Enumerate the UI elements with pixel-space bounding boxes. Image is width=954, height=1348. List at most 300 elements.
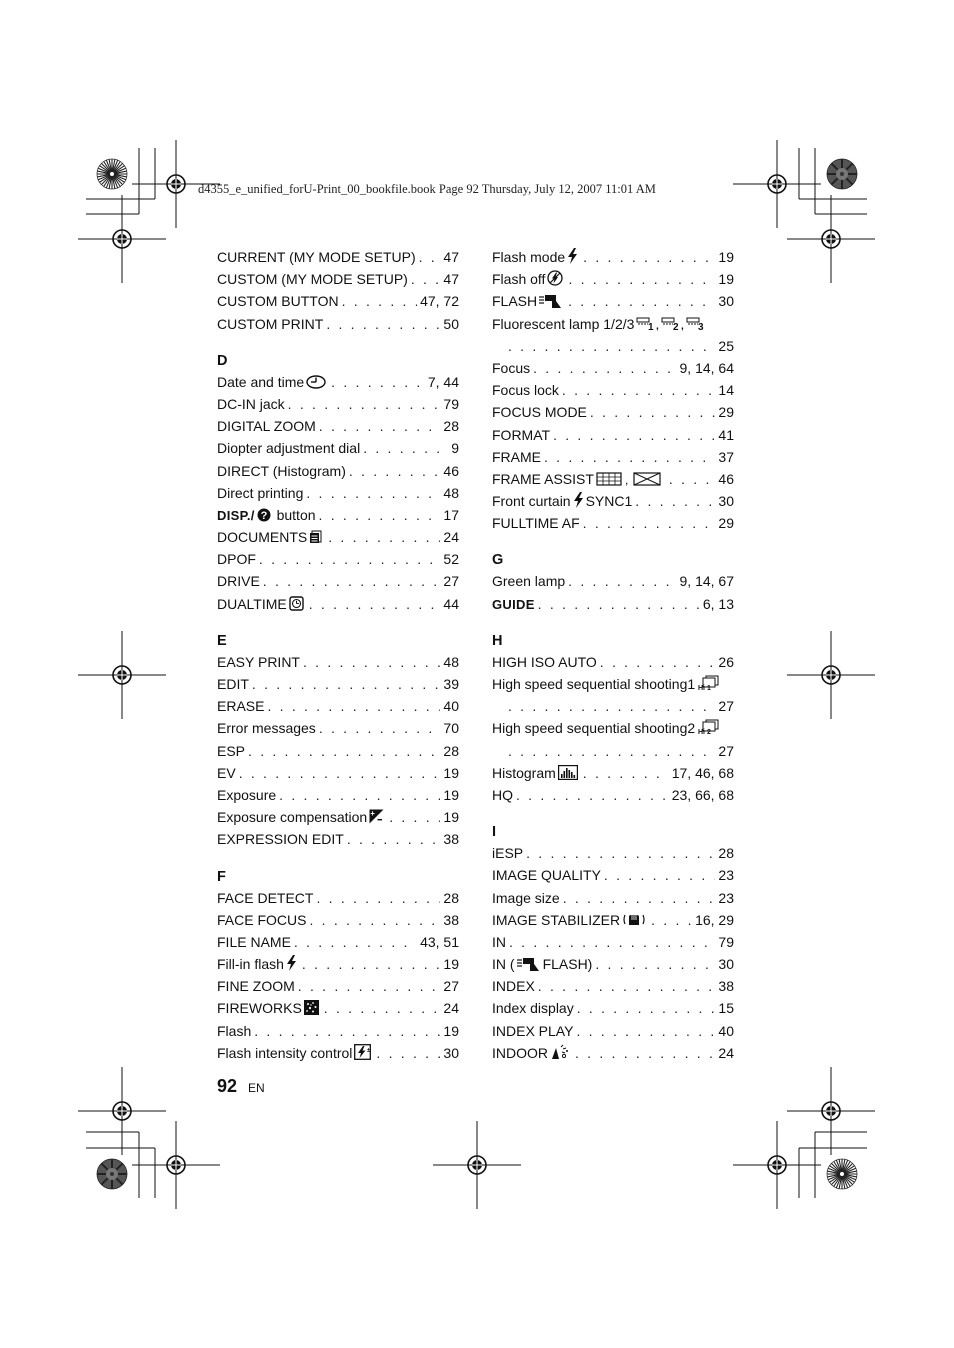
entry-pages: 41 [718, 426, 734, 443]
index-section [492, 246, 734, 534]
entry-term [217, 806, 386, 830]
entry-term [492, 379, 559, 401]
dot-leader [563, 887, 716, 909]
index-entry [217, 651, 459, 673]
entry-term [217, 828, 344, 850]
entry-pages: 46 [443, 462, 459, 479]
entry-term-text: IMAGE QUALITY [492, 867, 601, 884]
dot-leader [538, 975, 716, 997]
svg-text:±: ± [367, 1047, 371, 1054]
entry-pages: 43, 51 [420, 933, 459, 950]
entry-term [492, 887, 560, 909]
entry-term [492, 997, 574, 1019]
entry-term-text: CUSTOM PRINT [217, 315, 324, 332]
dot-leader [583, 762, 669, 784]
index-entry [492, 953, 734, 975]
entry-term [492, 570, 565, 592]
entry-term [492, 975, 535, 997]
entry-pages: 28 [443, 742, 459, 759]
entry-term-text: FRAME [492, 448, 541, 465]
entry-term [217, 1020, 251, 1042]
entry-pages: 27 [443, 573, 459, 590]
entry-term-text: FILE NAME [217, 933, 291, 950]
dot-leader [309, 593, 441, 615]
entry-pages: 19 [443, 956, 459, 973]
dot-leader [298, 975, 441, 997]
entry-term-text: EDIT [217, 676, 249, 692]
entry-term [492, 842, 523, 864]
entry-term [492, 864, 601, 886]
index-entry [217, 460, 459, 482]
entry-term [217, 887, 313, 909]
dot-leader [568, 268, 715, 290]
index-section [217, 867, 459, 1065]
index-section [492, 631, 734, 806]
entry-term-text: DIGITAL ZOOM [217, 418, 316, 435]
entry-pages: 39 [443, 676, 459, 692]
entry-pages: 30 [718, 956, 734, 973]
entry-pages: 79 [443, 395, 459, 412]
index-section [217, 246, 459, 335]
dot-leader [577, 997, 716, 1019]
entry-pages: 23 [718, 889, 734, 906]
entry-term [217, 593, 306, 617]
dot-leader [526, 842, 715, 864]
entry-term-text: CURRENT (MY MODE SETUP) [217, 249, 416, 265]
entry-term-text: FULLTIME AF [492, 515, 580, 532]
index-entry [217, 437, 459, 459]
entry-term-text: CUSTOM BUTTON [217, 293, 339, 310]
entry-term-text: FRAME ASSIST [492, 470, 594, 487]
entry-term [217, 673, 249, 695]
entry-term-text: button [272, 506, 316, 523]
entry-pages: 47 [443, 249, 459, 265]
entry-term-text: FACE FOCUS [217, 911, 307, 928]
entry-pages: 37 [718, 448, 734, 465]
entry-term [492, 468, 666, 492]
entry-pages: 17 [443, 506, 459, 523]
entry-term [492, 246, 580, 270]
hi2-sequential-icon [697, 719, 721, 741]
dot-leader [263, 570, 441, 592]
dot-leader [288, 393, 441, 415]
dot-leader [562, 379, 716, 401]
entry-term [217, 460, 346, 482]
entry-term [492, 446, 541, 468]
entry-pages: 23, 66, 68 [671, 786, 734, 803]
entry-pages: 19 [443, 764, 459, 781]
dot-leader [389, 806, 440, 828]
index-entry [492, 290, 734, 312]
index-entry [492, 268, 734, 290]
stabilizer-icon [622, 911, 646, 933]
entry-term-text: EXPRESSION EDIT [217, 831, 344, 848]
entry-term-text: DIRECT (Histogram) [217, 462, 346, 479]
entry-term-text: Flash [217, 1022, 252, 1039]
index-entry [492, 446, 734, 468]
entry-term [492, 762, 580, 786]
index-entry [217, 909, 459, 931]
svg-text:+: + [370, 809, 376, 819]
dot-leader [363, 437, 448, 459]
entry-term-text: Direct printing [217, 484, 304, 501]
dot-leader [651, 909, 692, 931]
entry-term-text: IMAGE STABILIZER [492, 911, 621, 928]
svg-text:Hi 2: Hi 2 [698, 729, 711, 736]
index-entry [217, 570, 459, 592]
entry-term-text: iESP [492, 845, 524, 862]
entry-pages: 44 [443, 595, 459, 612]
entry-term-text: FINE ZOOM [217, 978, 295, 995]
entry-term [217, 313, 323, 335]
entry-pages: 70 [443, 720, 459, 737]
clock-icon [306, 373, 326, 395]
index-entry [492, 931, 734, 953]
dot-leader [259, 548, 441, 570]
language-code: EN [248, 1081, 265, 1095]
index-entry [492, 651, 734, 673]
documents-icon [309, 528, 323, 550]
entry-term [217, 695, 264, 717]
entry-term-text: DRIVE [217, 573, 260, 590]
entry-pages: 24 [443, 1000, 459, 1017]
print-header: d4355_e_unified_forU-Print_00_bookfile.book Page 92 Thursday, July 12, 2007 11:01 AM [198, 182, 656, 196]
index-column-left [217, 246, 459, 1064]
dot-leader [509, 931, 715, 953]
dot-leader [635, 490, 715, 512]
entry-term [217, 784, 276, 806]
entry-pages: 27 [718, 742, 734, 759]
index-entry [492, 570, 734, 592]
entry-pages: 50 [443, 315, 459, 332]
entry-term-text: Fluorescent lamp 1/2/3 [492, 315, 635, 332]
entry-term [217, 570, 260, 592]
dot-leader [604, 864, 716, 886]
dot-leader [576, 1020, 715, 1042]
index-entry [217, 887, 459, 909]
dot-leader [376, 1042, 440, 1064]
entry-term-text: Date and time [217, 373, 305, 390]
entry-term [492, 931, 506, 953]
entry-term [217, 762, 236, 784]
index-entry [492, 357, 734, 379]
entry-term [492, 268, 565, 292]
dot-leader [590, 401, 716, 423]
dot-leader [302, 953, 441, 975]
dot-leader [568, 290, 715, 312]
index-entry [217, 504, 459, 526]
entry-term-text: FLASH [492, 293, 538, 310]
entry-pages: 38 [718, 978, 734, 995]
entry-pages: 14 [718, 382, 734, 399]
entry-pages: 79 [718, 933, 734, 950]
entry-term-text: INDOOR [492, 1044, 548, 1061]
index-entry [217, 548, 459, 570]
dot-leader [252, 673, 441, 695]
dot-leader [544, 446, 715, 468]
index-entry [492, 997, 734, 1019]
index-entry [217, 673, 459, 695]
dot-leader [583, 512, 716, 534]
flash-icon [567, 248, 578, 270]
dot-leader [342, 290, 417, 312]
index-section [217, 631, 459, 851]
entry-pages: 30 [443, 1044, 459, 1061]
entry-pages: 19 [718, 271, 734, 288]
entry-term [492, 784, 513, 806]
dot-leader [347, 828, 441, 850]
entry-term [492, 1020, 573, 1042]
entry-pages: 27 [443, 978, 459, 995]
entry-pages: 48 [443, 484, 459, 501]
entry-term [217, 1042, 373, 1066]
entry-term [492, 512, 580, 534]
index-entry [492, 784, 734, 806]
entry-term [217, 997, 321, 1021]
index-entry [217, 313, 459, 335]
index-entry [217, 717, 459, 739]
index-section [492, 550, 734, 614]
entry-term [492, 313, 714, 337]
index-entry [217, 784, 459, 806]
entry-term [217, 437, 360, 459]
entry-term-text: Focus [492, 359, 531, 376]
entry-pages: 25 [718, 337, 734, 354]
hi1-sequential-icon [697, 675, 721, 697]
index-entry [217, 740, 459, 762]
dot-leader [303, 651, 440, 673]
entry-pages: 9, 14, 67 [679, 573, 734, 590]
entry-term [217, 415, 316, 437]
entry-pages: 28 [718, 845, 734, 862]
entry-pages: 48 [443, 653, 459, 670]
index-entry [217, 1042, 459, 1064]
entry-pages: 40 [718, 1022, 734, 1039]
entry-term [217, 975, 295, 997]
index-column-right [492, 246, 734, 1064]
dot-leader [319, 717, 441, 739]
section-letter: H [492, 632, 503, 649]
dot-leader [254, 1020, 440, 1042]
svg-text:1: 1 [648, 321, 654, 331]
entry-term-text: FIREWORKS [217, 1000, 302, 1017]
entry-term [492, 401, 587, 423]
index-entry [492, 740, 734, 762]
dot-leader [419, 246, 441, 268]
entry-term-text: Image size [492, 889, 560, 906]
help-icon [257, 506, 271, 528]
entry-term [217, 504, 316, 528]
entry-term-text: Flash mode [492, 249, 566, 265]
index-entry [217, 246, 459, 268]
entry-pages: 40 [443, 698, 459, 715]
entry-term-text: INDEX PLAY [492, 1022, 574, 1039]
entry-term-text: FACE DETECT [217, 889, 314, 906]
entry-pages: 19 [443, 786, 459, 803]
entry-term [492, 1042, 572, 1066]
svg-text:2: 2 [673, 321, 679, 331]
entry-term-text: ESP [217, 742, 246, 759]
index-entry [492, 909, 734, 931]
entry-pages: 46 [718, 470, 734, 487]
entry-pages: 6, 13 [702, 595, 734, 612]
svg-text:Hi 1: Hi 1 [698, 685, 711, 691]
entry-term-text: INDEX [492, 978, 535, 995]
indoor-icon [550, 1044, 570, 1066]
entry-pages: 17, 46, 68 [671, 764, 734, 781]
entry-pages: 26 [718, 653, 734, 670]
entry-term [217, 393, 285, 415]
entry-pages: 16, 29 [695, 911, 734, 928]
entry-term [492, 490, 632, 514]
entry-term [217, 717, 316, 739]
dot-leader [279, 784, 440, 806]
index-entry [217, 828, 459, 850]
index-entry [492, 468, 734, 490]
dot-leader [319, 504, 441, 526]
svg-text:,: , [624, 472, 629, 486]
index-entry [492, 717, 734, 739]
entry-pages: 24 [443, 529, 459, 546]
index-entry [492, 975, 734, 997]
dot-leader [508, 740, 715, 762]
entry-pages: 28 [443, 889, 459, 906]
entry-term-suffix: FLASH) [542, 956, 593, 973]
entry-term-text: CUSTOM (MY MODE SETUP) [217, 271, 408, 288]
index-entry [492, 1042, 734, 1064]
index-entry [217, 931, 459, 953]
entry-pages: 30 [718, 493, 734, 510]
entry-term-text: HQ [492, 786, 513, 803]
fireworks-icon [304, 999, 319, 1021]
entry-term [217, 651, 300, 673]
entry-pages: 15 [718, 1000, 734, 1017]
dot-leader [600, 651, 716, 673]
section-letter: G [492, 552, 504, 569]
entry-term [492, 953, 592, 977]
entry-term-text: Exposure compensation [217, 809, 368, 826]
entry-term [492, 673, 723, 697]
dot-leader [324, 997, 441, 1019]
entry-term [217, 268, 408, 290]
entry-term [217, 482, 303, 504]
dot-leader [553, 424, 715, 446]
entry-pages: 29 [718, 515, 734, 532]
index-entry [217, 268, 459, 290]
entry-pages: 47, 72 [420, 293, 459, 310]
entry-term-text: Green lamp [492, 573, 566, 590]
entry-term [217, 953, 299, 977]
entry-term [217, 526, 325, 550]
dualtime-icon [289, 595, 304, 617]
entry-term-suffix: SYNC1 [585, 493, 633, 510]
entry-term [217, 548, 256, 570]
entry-term-text: Flash intensity control [217, 1044, 353, 1061]
index-entry [492, 246, 734, 268]
exposure-comp-icon [369, 808, 384, 830]
index-entry [217, 1020, 459, 1042]
entry-term-text: HIGH ISO AUTO [492, 653, 597, 670]
section-letter: E [217, 632, 227, 649]
dot-leader [516, 784, 669, 806]
index-entry [217, 806, 459, 828]
dot-leader [306, 482, 440, 504]
dot-leader [319, 415, 441, 437]
index-entry [492, 864, 734, 886]
flash-intensity-icon [354, 1044, 371, 1066]
entry-pages: 47 [443, 271, 459, 288]
entry-term [217, 931, 291, 953]
entry-term [492, 651, 597, 673]
entry-term [492, 909, 648, 933]
entry-term-text: EASY PRINT [217, 653, 300, 670]
entry-pages: 9 [451, 440, 459, 457]
entry-term [492, 593, 535, 616]
entry-term [492, 357, 530, 379]
index-entry [492, 512, 734, 534]
dot-leader [508, 335, 715, 357]
index-entry [492, 887, 734, 909]
dot-leader [575, 1042, 715, 1064]
entry-term-text: DPOF [217, 551, 256, 568]
index-entry [217, 482, 459, 504]
dot-leader [595, 953, 715, 975]
entry-pages: 24 [718, 1044, 734, 1061]
entry-term-text: High speed sequential shooting1 [492, 676, 696, 692]
entry-term [492, 290, 565, 314]
frame-assist-icons [596, 470, 664, 492]
index-entry [492, 424, 734, 446]
index-entry [492, 401, 734, 423]
entry-term-text: Exposure [217, 786, 277, 803]
entry-term-text: Diopter adjustment dial [217, 440, 361, 457]
dot-leader [538, 593, 700, 615]
entry-term-text: Index display [492, 1000, 574, 1017]
entry-term-text: DOCUMENTS [217, 529, 308, 546]
section-letter: F [217, 868, 226, 885]
entry-pages: 23 [718, 867, 734, 884]
entry-term-text: DUALTIME [217, 595, 287, 612]
dot-leader [669, 468, 716, 490]
dot-leader [508, 695, 715, 717]
dot-leader [309, 909, 440, 931]
index-entry [492, 762, 734, 784]
index-entry [492, 673, 734, 695]
index-entry [217, 762, 459, 784]
fluorescent-icons [636, 315, 712, 337]
entry-term [217, 740, 245, 762]
entry-term-text: DC-IN jack [217, 395, 285, 412]
dot-leader [294, 931, 417, 953]
entry-term-text: Error messages [217, 720, 316, 737]
index-entry [217, 393, 459, 415]
flash-icon [573, 492, 584, 514]
index-entry [492, 593, 734, 615]
dot-leader [326, 313, 440, 335]
entry-term-text: Fill-in flash [217, 956, 284, 973]
entry-term-text: Front curtain [492, 493, 571, 510]
index-entry [492, 379, 734, 401]
entry-term-text: FORMAT [492, 426, 551, 443]
histogram-icon [558, 764, 578, 786]
external-flash-icon [539, 292, 563, 314]
dot-leader [328, 526, 440, 548]
dot-leader [331, 371, 425, 393]
entry-term-bold: GUIDE [492, 596, 535, 612]
entry-term-text: ERASE [217, 698, 265, 715]
entry-pages: 52 [443, 551, 459, 568]
dot-leader [316, 887, 440, 909]
